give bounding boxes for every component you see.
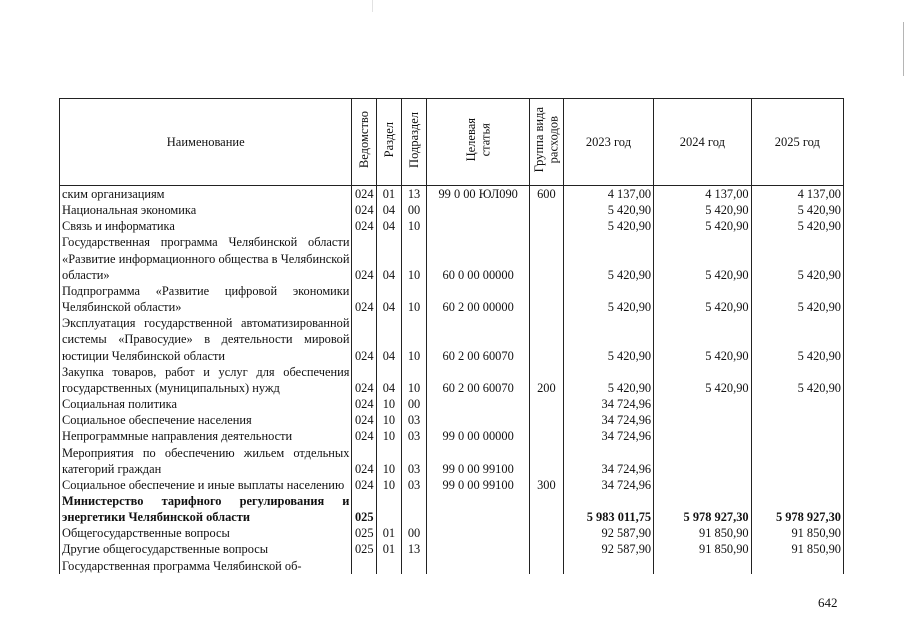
row-subsection: 10 — [401, 283, 427, 315]
row-amount-2023: 4 137,00 — [563, 186, 653, 203]
row-amount-2023: 34 724,96 — [563, 477, 653, 493]
row-subsection: 00 — [401, 396, 427, 412]
row-amount-2025: 5 420,90 — [751, 202, 843, 218]
row-subsection: 03 — [401, 477, 427, 493]
row-target-article: 99 0 00 99100 — [427, 477, 530, 493]
row-amount-2025: 91 850,90 — [751, 525, 843, 541]
row-name: ским организациям — [60, 186, 352, 203]
row-section: 04 — [377, 364, 402, 396]
row-subsection: 10 — [401, 315, 427, 363]
header-subsection: Подраздел — [401, 99, 427, 186]
row-amount-2025 — [751, 428, 843, 444]
row-expense-group — [529, 428, 563, 444]
row-section: 04 — [377, 202, 402, 218]
table-row — [60, 234, 844, 282]
row-target-article — [427, 218, 530, 234]
row-expense-group — [529, 541, 563, 557]
row-expense-group: 600 — [529, 186, 563, 203]
row-expense-group — [529, 315, 563, 363]
row-target-article: 60 2 00 60070 — [427, 364, 530, 396]
header-expense-group: Группа вида расходов — [529, 99, 563, 186]
row-amount-2025 — [751, 477, 843, 493]
row-dept: 024 — [352, 445, 377, 477]
row-target-article: 60 0 00 00000 — [427, 234, 530, 282]
row-amount-2024: 5 420,90 — [654, 202, 751, 218]
row-name: Социальное обеспечение и иные выплаты населению — [60, 477, 352, 493]
row-expense-group — [529, 234, 563, 282]
row-name: Государственная программа Челябинской об- — [60, 558, 352, 574]
row-amount-2024 — [654, 558, 751, 574]
row-amount-2024: 5 420,90 — [654, 283, 751, 315]
header-section: Раздел — [377, 99, 402, 186]
row-name: Другие общегосударственные вопросы — [60, 541, 352, 557]
header-year-2023: 2023 год — [563, 99, 653, 186]
row-section: 04 — [377, 218, 402, 234]
row-section: 01 — [377, 541, 402, 557]
row-section: 01 — [377, 525, 402, 541]
row-target-article — [427, 396, 530, 412]
row-name: Министерство тарифного регулирования и энергетики Челябинской области — [60, 493, 352, 525]
row-dept: 024 — [352, 218, 377, 234]
row-subsection: 03 — [401, 445, 427, 477]
row-section: 04 — [377, 283, 402, 315]
row-amount-2023: 34 724,96 — [563, 428, 653, 444]
row-section: 10 — [377, 396, 402, 412]
row-amount-2025: 5 420,90 — [751, 283, 843, 315]
row-amount-2023: 5 420,90 — [563, 202, 653, 218]
row-amount-2025: 5 420,90 — [751, 218, 843, 234]
row-amount-2024 — [654, 412, 751, 428]
row-amount-2023: 34 724,96 — [563, 412, 653, 428]
row-expense-group: 300 — [529, 477, 563, 493]
row-name: Государственная программа Челябинской области «Развитие информационного общества в Челябинской области» — [60, 234, 352, 282]
row-dept: 024 — [352, 477, 377, 493]
row-subsection: 00 — [401, 525, 427, 541]
row-amount-2023 — [563, 558, 653, 574]
row-name: Закупка товаров, работ и услуг для обеспечения государственных (муниципальных) нужд — [60, 364, 352, 396]
row-section: 01 — [377, 186, 402, 203]
row-name: Эксплуатация государственной автоматизированной системы «Правосудие» в деятельности мировой юстиции Челябинской области — [60, 315, 352, 363]
row-name: Общегосударственные вопросы — [60, 525, 352, 541]
row-dept: 024 — [352, 315, 377, 363]
row-expense-group — [529, 445, 563, 477]
header-target-article: Целевая статья — [427, 99, 530, 186]
row-subsection: 00 — [401, 202, 427, 218]
row-subsection: 10 — [401, 218, 427, 234]
row-amount-2023: 5 420,90 — [563, 315, 653, 363]
row-dept: 024 — [352, 186, 377, 203]
row-amount-2024 — [654, 396, 751, 412]
row-amount-2023: 5 983 011,75 — [563, 493, 653, 525]
row-amount-2024: 5 420,90 — [654, 315, 751, 363]
table-row — [60, 477, 844, 493]
row-expense-group — [529, 558, 563, 574]
header-name: Наименование — [60, 99, 352, 186]
table-row — [60, 364, 844, 396]
row-subsection: 13 — [401, 186, 427, 203]
row-expense-group — [529, 283, 563, 315]
row-target-article: 60 2 00 60070 — [427, 315, 530, 363]
row-amount-2025 — [751, 412, 843, 428]
table-body — [60, 186, 844, 574]
row-expense-group — [529, 412, 563, 428]
row-amount-2024: 4 137,00 — [654, 186, 751, 203]
row-amount-2023: 92 587,90 — [563, 541, 653, 557]
row-section: 04 — [377, 234, 402, 282]
row-amount-2023: 34 724,96 — [563, 396, 653, 412]
row-expense-group — [529, 396, 563, 412]
row-name: Непрограммные направления деятельности — [60, 428, 352, 444]
row-section — [377, 558, 402, 574]
row-amount-2024: 91 850,90 — [654, 525, 751, 541]
row-dept: 025 — [352, 493, 377, 525]
row-name: Мероприятия по обеспечению жильем отдельных категорий граждан — [60, 445, 352, 477]
row-target-article: 60 2 00 00000 — [427, 283, 530, 315]
row-amount-2024: 5 420,90 — [654, 234, 751, 282]
row-amount-2025: 5 420,90 — [751, 234, 843, 282]
row-amount-2023: 92 587,90 — [563, 525, 653, 541]
row-subsection: 10 — [401, 234, 427, 282]
table-row — [60, 445, 844, 477]
row-dept: 024 — [352, 202, 377, 218]
row-amount-2023: 34 724,96 — [563, 445, 653, 477]
table-row — [60, 525, 844, 541]
row-section: 10 — [377, 445, 402, 477]
row-dept: 024 — [352, 234, 377, 282]
scan-artifact-line — [372, 0, 373, 12]
row-subsection — [401, 558, 427, 574]
row-section — [377, 493, 402, 525]
table-row — [60, 396, 844, 412]
row-amount-2025 — [751, 445, 843, 477]
table-header — [60, 99, 844, 186]
row-target-article — [427, 202, 530, 218]
row-dept — [352, 558, 377, 574]
row-name: Социальная политика — [60, 396, 352, 412]
row-subsection: 10 — [401, 364, 427, 396]
row-name: Социальное обеспечение населения — [60, 412, 352, 428]
header-year-2025: 2025 год — [751, 99, 843, 186]
row-amount-2023: 5 420,90 — [563, 234, 653, 282]
header-dept: Ведомство — [352, 99, 377, 186]
table-row — [60, 202, 844, 218]
row-amount-2023: 5 420,90 — [563, 283, 653, 315]
row-amount-2025: 5 420,90 — [751, 315, 843, 363]
table-row — [60, 283, 844, 315]
row-expense-group — [529, 493, 563, 525]
row-amount-2025: 5 978 927,30 — [751, 493, 843, 525]
table-row — [60, 412, 844, 428]
row-subsection — [401, 493, 427, 525]
table-row — [60, 218, 844, 234]
row-expense-group — [529, 525, 563, 541]
row-name: Национальная экономика — [60, 202, 352, 218]
row-subsection: 03 — [401, 428, 427, 444]
row-amount-2025: 5 420,90 — [751, 364, 843, 396]
row-dept: 024 — [352, 283, 377, 315]
row-section: 10 — [377, 477, 402, 493]
row-target-article: 99 0 00 99100 — [427, 445, 530, 477]
header-year-2024: 2024 год — [654, 99, 751, 186]
row-name: Подпрограмма «Развитие цифровой экономики Челябинской области» — [60, 283, 352, 315]
row-target-article — [427, 412, 530, 428]
row-dept: 024 — [352, 364, 377, 396]
row-amount-2024 — [654, 477, 751, 493]
row-amount-2024: 5 978 927,30 — [654, 493, 751, 525]
row-amount-2024 — [654, 428, 751, 444]
row-section: 04 — [377, 315, 402, 363]
row-amount-2025: 4 137,00 — [751, 186, 843, 203]
budget-table — [59, 98, 844, 574]
row-dept: 024 — [352, 396, 377, 412]
row-dept: 025 — [352, 541, 377, 557]
row-target-article — [427, 541, 530, 557]
table-row — [60, 186, 844, 203]
row-section: 10 — [377, 412, 402, 428]
row-target-article — [427, 558, 530, 574]
table-row — [60, 541, 844, 557]
page-edge-mark — [903, 22, 904, 76]
row-subsection: 13 — [401, 541, 427, 557]
row-amount-2024: 5 420,90 — [654, 218, 751, 234]
row-amount-2023: 5 420,90 — [563, 218, 653, 234]
row-section: 10 — [377, 428, 402, 444]
table-row — [60, 315, 844, 363]
row-target-article: 99 0 00 ЮЛ090 — [427, 186, 530, 203]
row-dept: 025 — [352, 525, 377, 541]
row-target-article — [427, 493, 530, 525]
table-row — [60, 428, 844, 444]
row-dept: 024 — [352, 412, 377, 428]
row-target-article: 99 0 00 00000 — [427, 428, 530, 444]
row-target-article — [427, 525, 530, 541]
page-number: 642 — [818, 595, 838, 610]
row-amount-2025: 91 850,90 — [751, 541, 843, 557]
row-name: Связь и информатика — [60, 218, 352, 234]
row-dept: 024 — [352, 428, 377, 444]
row-amount-2024: 91 850,90 — [654, 541, 751, 557]
row-amount-2023: 5 420,90 — [563, 364, 653, 396]
row-expense-group — [529, 218, 563, 234]
table-row — [60, 493, 844, 525]
table-row — [60, 558, 844, 574]
row-amount-2025 — [751, 396, 843, 412]
row-expense-group: 200 — [529, 364, 563, 396]
row-amount-2024: 5 420,90 — [654, 364, 751, 396]
row-amount-2024 — [654, 445, 751, 477]
row-amount-2025 — [751, 558, 843, 574]
row-subsection: 03 — [401, 412, 427, 428]
row-expense-group — [529, 202, 563, 218]
